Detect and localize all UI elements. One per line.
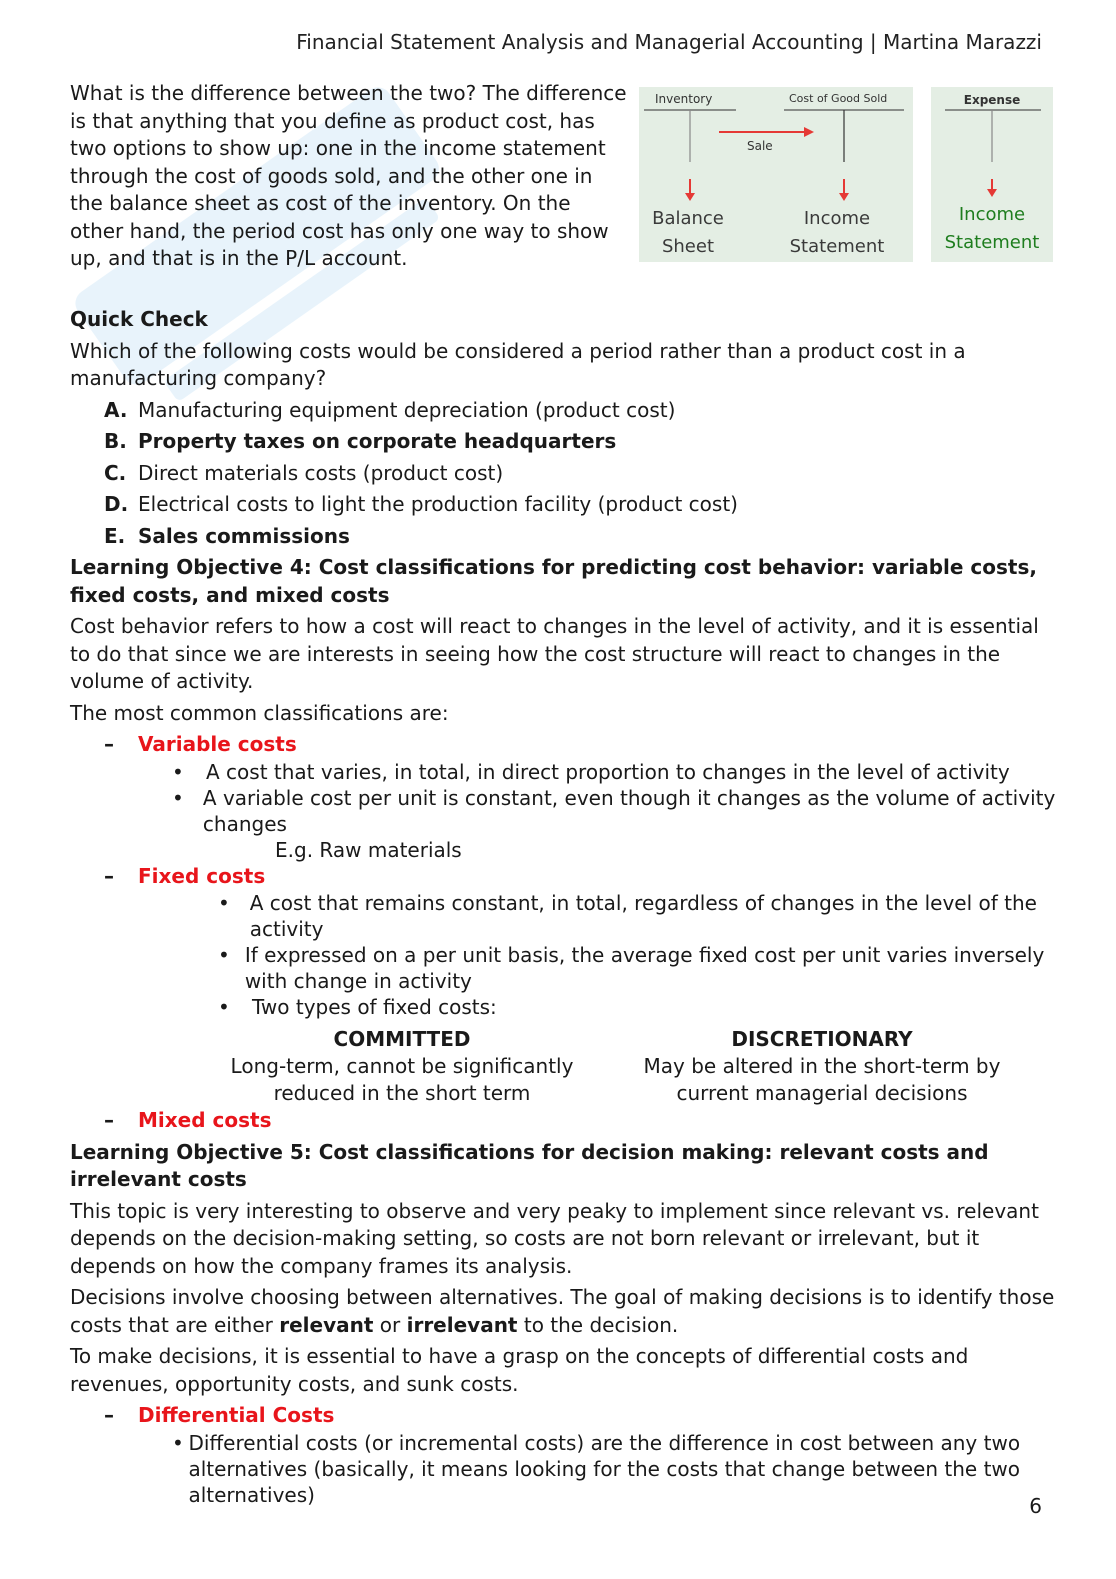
lo5-heading: Learning Objective 5: Cost classifications for decision making: relevant costs and irrelevant costs [70, 1139, 989, 1191]
cost-category-differential: – Differential Costs [104, 1403, 335, 1427]
example-text: E.g. Raw materials [275, 837, 462, 862]
running-header: Financial Statement Analysis and Managerial Accounting | Martina Marazzi [296, 30, 1042, 54]
lo5-paragraph: Decisions involve choosing between alternatives. The goal of making decisions is to identify those costs that are either relevant or irrelevant to the decision. [70, 1285, 1055, 1337]
quick-check-option: E. Sales commissions [104, 523, 350, 548]
income-statement-label-2: Statement [789, 236, 885, 257]
bullet-item: • If expressed on a per unit basis, the average fixed cost per unit varies inversely with change in activity [218, 943, 1045, 993]
quick-check-title: Quick Check [70, 307, 208, 331]
quick-check-option: A. Manufacturing equipment depreciation (product cost) [104, 397, 676, 422]
fixed-cost-type-discretionary: DISCRETIONARY May be altered in the short-term by current managerial decisions [643, 1027, 1001, 1105]
quick-check-option: C. Direct materials costs (product cost) [104, 460, 504, 485]
lo4-paragraph: The most common classifications are: [70, 700, 449, 725]
product-cost-flow-diagram [639, 87, 913, 262]
lo5-paragraph: To make decisions, it is essential to have a grasp on the concepts of differential costs and revenues, opportunity costs, and sunk costs. [70, 1344, 969, 1396]
lo4-heading: Learning Objective 4: Cost classifications for predicting cost behavior: variable costs, fixed costs, and mixed costs [70, 555, 1037, 607]
intro-paragraph: What is the difference between the two? The difference is that anything that you define as product cost, has two options to show up: one in the income statement through the cost of goods sold, and the other one in the balance sheet as cost of the inventory. On the other hand, the period cost has only one way to show up, and that is in the P/L account. [70, 81, 627, 270]
income-statement-label-1: Income [958, 204, 1026, 225]
expense-label: Expense [963, 93, 1021, 107]
bullet-item: • A cost that varies, in total, in direct proportion to changes in the level of activity [172, 759, 1010, 784]
cost-category-variable: – Variable costs [104, 732, 297, 756]
income-statement-label-2: Statement [944, 232, 1040, 253]
bullet-item: • A cost that remains constant, in total, regardless of changes in the level of the activity [218, 891, 1037, 941]
bullet-item: • Differential costs (or incremental costs) are the difference in cost between any two alternatives (basically, it means looking for the costs that change between the two alternatives) [172, 1430, 1021, 1507]
quick-check-option: B. Property taxes on corporate headquarters [104, 429, 617, 453]
cogs-label: Cost of Good Sold [789, 92, 888, 105]
quick-check-option: D. Electrical costs to light the production facility (product cost) [104, 492, 738, 516]
period-cost-flow-diagram [931, 87, 1053, 262]
balance-sheet-label-1: Balance [652, 208, 724, 229]
cost-category-fixed: – Fixed costs [104, 863, 266, 888]
inventory-label: Inventory [655, 92, 713, 106]
page-number: 6 [1029, 1494, 1042, 1518]
income-statement-label-1: Income [803, 208, 871, 229]
fixed-cost-type-committed: COMMITTED Long-term, cannot be significantly reduced in the short term [230, 1027, 574, 1105]
quick-check-question: Which of the following costs would be considered a period rather than a product cost in a manufacturing company? [70, 338, 966, 390]
lo5-paragraph: This topic is very interesting to observe and very peaky to implement since relevant vs. relevant depends on the decision-making setting, so costs are not born relevant or irrelevant, but it depends on how the company frames its analysis. [70, 1198, 1039, 1278]
bullet-item: • Two types of fixed costs: [218, 995, 497, 1019]
fixed-cost-types [70, 1026, 1060, 1107]
balance-sheet-label-2: Sheet [661, 236, 715, 257]
sale-label: Sale [747, 139, 773, 153]
bullet-item: • A variable cost per unit is constant, even though it changes as the volume of activity changes [172, 785, 1056, 836]
main-content [70, 306, 1060, 1508]
cost-category-mixed: – Mixed costs [104, 1108, 272, 1132]
lo4-paragraph: Cost behavior refers to how a cost will react to changes in the level of activity, and it is essential to do that since we are interests in seeing how the cost structure will react to changes in the volume of activity. [70, 614, 1039, 693]
